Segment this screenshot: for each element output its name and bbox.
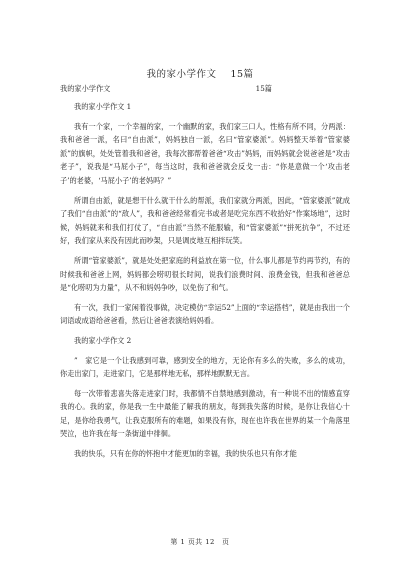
section-1-paragraph-1: 我有一个家，一个幸福的家，一个幽默的家，我们家三口人，性格有所不同，分两派：我和爸爸一派，名曰“自由派”，妈妈独自一派，名曰“管家婆派”。妈妈整天举着“管家婆派”的旗帜，处处管着我和爸爸，我每次都帮着爸爸“攻击”妈妈，而妈妈就会说爸爸是“攻击老子”，说我是“马屁小子”，每当这时，我和爸爸就会反戈一击：“你是意做一个‘攻击老子’的老婆，‘马屁小子’的老妈吗？” (60, 121, 350, 185)
subtitle-count: 15篇 (255, 84, 272, 93)
title-count: 15篇 (230, 69, 254, 80)
section-2-paragraph-2: 每一次带着悲喜失落走进家门时，我都情不自禁地感到激动，有一种说不出的情感直穿我的心。我的家，你是我一生中最能了解我的朋友，每到我失落的时候，是你让我信心十足，是你给我勇气，让我克服所有的难题，如果没有你，现在也许我在世界的某一个角落里哭泣，也许我在每一条街道中徘徊。 (60, 388, 350, 439)
section-2-paragraph-3: 我的快乐，只有在你的怀抱中才能更加的幸福，我的快乐也只有你才能 (74, 449, 297, 459)
document-title (0, 66, 400, 80)
section-2-paragraph-1: ” 家它是一个让我感到可靠，感到安全的地方，无论你有多么的失败，多么的成功，你走出家门，走进家门，它是那样地无私，那样地默默无言。 (60, 355, 350, 379)
section-1-paragraph-2: 所谓自由派，就是想干什么就干什么的帮派，我们家就分两派，因此，“管家婆派”就成了我们“自由派”的“敌人”，我和爸爸经常看完书或者是吃完东西不收拾好“作案场地”，这时候，妈妈就来和我们打仗了，“自由派”当然不能服输，和“管家婆派”“拼死抗争”，不过还好，我们家从来没有因此而吵架，只是调皮地互相拌玩笑。 (60, 195, 350, 246)
section-1-paragraph-4: 有一次，我们一家闲着没事做，决定模仿“幸运52”上面的“幸运搭档”，就是由我出一个词语或成语给爸爸看，然后让爸爸表演给妈妈看。 (60, 302, 350, 326)
page-footer: 第 1 页共 12 页 (170, 538, 230, 546)
title-text: 我的家小学作文 (146, 69, 217, 80)
section-1-paragraph-3: 所谓“管家婆派”，就是处处把家庭的利益放在第一位，什么事儿都是节约再节约，有的时候我和爸爸上网，妈妈都会唠叨很长时间，说我们浪费时间、浪费金钱，但我和爸爸总是“化唠叨为力量”，从不和妈妈争吵，以免伤了和气。 (60, 255, 350, 293)
section-2-heading: 我的家小学作文 2 (74, 335, 132, 345)
document-body (60, 98, 350, 461)
subtitle-text: 我的家小学作文 (60, 84, 111, 93)
subtitle-row (60, 84, 272, 94)
section-1-heading: 我的家小学作文 1 (74, 102, 132, 111)
